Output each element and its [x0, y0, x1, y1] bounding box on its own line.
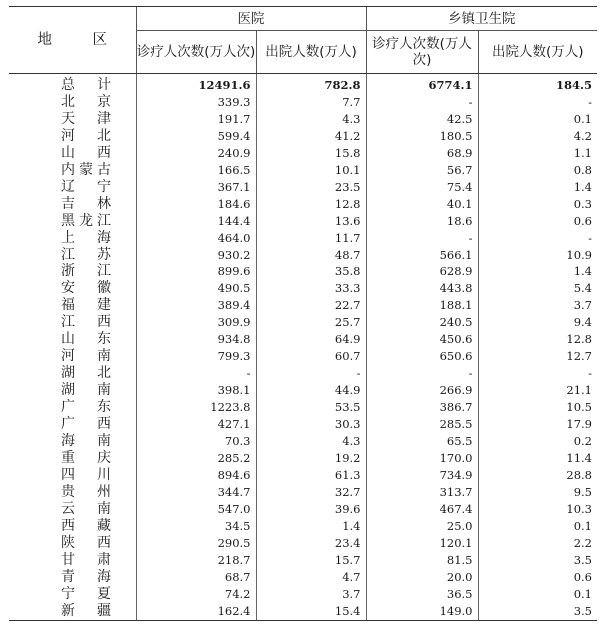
- region-name: 上海: [61, 229, 111, 246]
- township-visits-cell: 467.4: [366, 501, 478, 518]
- region-cell: [9, 145, 136, 162]
- township-visits-cell: 566.1: [366, 247, 478, 264]
- hospital-visits-cell: 218.7: [136, 552, 256, 569]
- table-body: [9, 74, 597, 621]
- hospital-discharged-cell: 4.3: [256, 111, 366, 128]
- table-row: [9, 433, 597, 450]
- hospital-discharged-cell: 61.3: [256, 467, 366, 484]
- township-visits-cell: 180.5: [366, 128, 478, 145]
- township-visits-cell: 386.7: [366, 399, 478, 416]
- hospital-visits-cell: 367.1: [136, 179, 256, 196]
- hospital-visits-cell: 344.7: [136, 484, 256, 501]
- hospital-discharged-cell: 4.7: [256, 569, 366, 586]
- township-visits-cell: 188.1: [366, 297, 478, 314]
- township-visits-cell: 42.5: [366, 111, 478, 128]
- township-discharged-cell: -: [478, 365, 597, 382]
- hospital-discharged-cell: 13.6: [256, 213, 366, 230]
- hospital-discharged-cell: 12.8: [256, 196, 366, 213]
- township-discharged-cell: 12.7: [478, 348, 597, 365]
- township-discharged-cell: 5.4: [478, 280, 597, 297]
- hospital-discharged-cell: 64.9: [256, 331, 366, 348]
- township-discharged-cell: 12.8: [478, 331, 597, 348]
- hospital-discharged-cell: -: [256, 365, 366, 382]
- township-discharged-cell: 184.5: [478, 74, 597, 94]
- hospital-visits-cell: 599.4: [136, 128, 256, 145]
- hospital-discharged-cell: 10.1: [256, 162, 366, 179]
- township-discharged-cell: 0.6: [478, 569, 597, 586]
- hospital-discharged-cell: 35.8: [256, 263, 366, 280]
- hospital-visits-cell: 184.6: [136, 196, 256, 213]
- stats-table: [9, 6, 597, 621]
- township-discharged-cell: 0.1: [478, 586, 597, 603]
- table-row: [9, 280, 597, 297]
- hospital-discharged-cell: 32.7: [256, 484, 366, 501]
- hospital-visits-cell: 899.6: [136, 263, 256, 280]
- hospital-discharged-cell: 60.7: [256, 348, 366, 365]
- region-name: 江苏: [61, 246, 111, 263]
- hospital-visits-cell: 70.3: [136, 433, 256, 450]
- township-visits-cell: 81.5: [366, 552, 478, 569]
- hospital-visits-cell: 339.3: [136, 94, 256, 111]
- region-name: 云南: [61, 500, 111, 517]
- township-visits-cell: 18.6: [366, 213, 478, 230]
- region-cell: [9, 569, 136, 586]
- region-name: 辽宁: [61, 178, 111, 195]
- region-name: 福建: [61, 297, 111, 314]
- township-discharged-cell: 1.4: [478, 263, 597, 280]
- region-name: 北京: [61, 93, 111, 110]
- region-name: 湖南: [61, 382, 111, 399]
- township-discharged-cell: 0.2: [478, 433, 597, 450]
- region-cell: [9, 484, 136, 501]
- hospital-discharged-cell: 25.7: [256, 314, 366, 331]
- region-name: 安徽: [61, 280, 111, 297]
- table-row: [9, 484, 597, 501]
- township-visits-cell: -: [366, 230, 478, 247]
- table-header: [9, 7, 597, 74]
- region-name: 河北: [61, 127, 111, 144]
- region-cell: [9, 399, 136, 416]
- region-cell: [9, 230, 136, 247]
- region-name: 西藏: [61, 517, 111, 534]
- table-row: [9, 348, 597, 365]
- hospital-visits-cell: 930.2: [136, 247, 256, 264]
- table-row: [9, 145, 597, 162]
- region-name: 总计: [61, 77, 111, 93]
- region-name: 广东: [61, 399, 111, 416]
- hospital-visits-cell: 427.1: [136, 416, 256, 433]
- region-name: 天津: [61, 110, 111, 127]
- township-visits-cell: -: [366, 365, 478, 382]
- table-row: [9, 331, 597, 348]
- table-row: [9, 111, 597, 128]
- region-name: 新疆: [61, 602, 111, 619]
- township-discharged-cell: 0.3: [478, 196, 597, 213]
- region-cell: [9, 603, 136, 620]
- hospital-discharged-cell: 33.3: [256, 280, 366, 297]
- region-cell: [9, 314, 136, 331]
- hospital-visits-cell: 547.0: [136, 501, 256, 518]
- region-cell: [9, 213, 136, 230]
- township-discharged-cell: 9.5: [478, 484, 597, 501]
- region-cell: [9, 162, 136, 179]
- hospital-discharged-cell: 39.6: [256, 501, 366, 518]
- township-discharged-cell: 10.3: [478, 501, 597, 518]
- township-visits-cell: 65.5: [366, 433, 478, 450]
- region-name: 青海: [61, 568, 111, 585]
- township-discharged-cell: 11.4: [478, 450, 597, 467]
- region-cell: [9, 433, 136, 450]
- total-row: [9, 74, 597, 94]
- region-header: 地 区: [9, 7, 136, 74]
- hospital-discharged-cell: 7.7: [256, 94, 366, 111]
- region-cell: [9, 348, 136, 365]
- region-cell: [9, 501, 136, 518]
- township-discharged-cell: 10.5: [478, 399, 597, 416]
- township-discharged-cell: 0.6: [478, 213, 597, 230]
- region-name: 广西: [61, 416, 111, 433]
- table-row: [9, 314, 597, 331]
- hospital-discharged-cell: 11.7: [256, 230, 366, 247]
- region-name: 重庆: [61, 449, 111, 466]
- hospital-visits-cell: 894.6: [136, 467, 256, 484]
- region-cell: [9, 263, 136, 280]
- township-visits-cell: 20.0: [366, 569, 478, 586]
- region-cell: [9, 247, 136, 264]
- table-row: [9, 603, 597, 620]
- township-visits-cell: 56.7: [366, 162, 478, 179]
- table-row: [9, 501, 597, 518]
- township-visits-cell: 650.6: [366, 348, 478, 365]
- table-row: [9, 179, 597, 196]
- hospital-visits-cell: 799.3: [136, 348, 256, 365]
- hospital-visits-cell: 1223.8: [136, 399, 256, 416]
- hospital-visits-cell: 191.7: [136, 111, 256, 128]
- hospital-discharged-cell: 1.4: [256, 518, 366, 535]
- table-row: [9, 297, 597, 314]
- hospital-visits-cell: 934.8: [136, 331, 256, 348]
- table-row: [9, 569, 597, 586]
- table-row: [9, 399, 597, 416]
- region-cell: [9, 94, 136, 111]
- hospital-discharged-cell: 23.5: [256, 179, 366, 196]
- region-name: 宁夏: [61, 585, 111, 602]
- region-name: 山东: [61, 331, 111, 348]
- region-name: 山西: [61, 144, 111, 161]
- hospital-discharged-cell: 30.3: [256, 416, 366, 433]
- hospital-discharged-cell: 3.7: [256, 586, 366, 603]
- township-visits-cell: 285.5: [366, 416, 478, 433]
- township-discharged-cell: 9.4: [478, 314, 597, 331]
- table-row: [9, 162, 597, 179]
- township-visits-cell: 443.8: [366, 280, 478, 297]
- table-row: [9, 213, 597, 230]
- township-discharged-cell: 1.1: [478, 145, 597, 162]
- township-visits-cell: 628.9: [366, 263, 478, 280]
- region-cell: [9, 586, 136, 603]
- table-row: [9, 247, 597, 264]
- hospital-discharged-cell: 23.4: [256, 535, 366, 552]
- region-cell: [9, 128, 136, 145]
- table-row: [9, 94, 597, 111]
- hospital-visits-header: 诊疗人次数(万人次): [136, 31, 256, 74]
- hospital-visits-cell: 309.9: [136, 314, 256, 331]
- hospital-visits-cell: 34.5: [136, 518, 256, 535]
- hospital-visits-cell: 166.5: [136, 162, 256, 179]
- township-visits-cell: 170.0: [366, 450, 478, 467]
- region-name: 湖北: [61, 365, 111, 382]
- hospital-discharged-cell: 15.8: [256, 145, 366, 162]
- region-cell: [9, 297, 136, 314]
- table-row: [9, 382, 597, 399]
- township-visits-cell: 68.9: [366, 145, 478, 162]
- township-visits-cell: 120.1: [366, 535, 478, 552]
- hospital-visits-cell: 285.2: [136, 450, 256, 467]
- table-row: [9, 128, 597, 145]
- township-discharged-cell: 3.7: [478, 297, 597, 314]
- hospital-discharged-cell: 782.8: [256, 74, 366, 94]
- table-row: [9, 230, 597, 247]
- region-name: 黑龙江: [61, 212, 111, 229]
- township-visits-cell: 450.6: [366, 331, 478, 348]
- hospital-discharged-cell: 53.5: [256, 399, 366, 416]
- hospital-visits-cell: 68.7: [136, 569, 256, 586]
- table-row: [9, 552, 597, 569]
- hospital-discharged-cell: 4.3: [256, 433, 366, 450]
- region-name: 甘肃: [61, 551, 111, 568]
- township-discharged-cell: 28.8: [478, 467, 597, 484]
- township-visits-cell: -: [366, 94, 478, 111]
- hospital-discharged-cell: 44.9: [256, 382, 366, 399]
- region-cell: [9, 111, 136, 128]
- table-row: [9, 586, 597, 603]
- table-row: [9, 467, 597, 484]
- hospital-visits-cell: 398.1: [136, 382, 256, 399]
- township-visits-cell: 36.5: [366, 586, 478, 603]
- region-cell: [9, 552, 136, 569]
- hospital-discharged-cell: 15.7: [256, 552, 366, 569]
- hospital-visits-cell: 12491.6: [136, 74, 256, 94]
- hospital-visits-cell: 162.4: [136, 603, 256, 620]
- table-row: [9, 263, 597, 280]
- township-visits-cell: 25.0: [366, 518, 478, 535]
- region-cell: [9, 179, 136, 196]
- hospital-visits-cell: 290.5: [136, 535, 256, 552]
- township-discharged-cell: 3.5: [478, 552, 597, 569]
- region-name: 四川: [61, 466, 111, 483]
- region-name: 江西: [61, 314, 111, 331]
- hospital-visits-cell: -: [136, 365, 256, 382]
- region-cell: [9, 535, 136, 552]
- region-cell: [9, 518, 136, 535]
- township-visits-cell: 6774.1: [366, 74, 478, 94]
- township-discharged-header: 出院人数(万人): [478, 31, 597, 74]
- township-visits-cell: 734.9: [366, 467, 478, 484]
- region-name: 内蒙古: [61, 161, 111, 178]
- hospital-visits-cell: 74.2: [136, 586, 256, 603]
- township-visits-cell: 240.5: [366, 314, 478, 331]
- table-row: [9, 416, 597, 433]
- hospital-visits-cell: 389.4: [136, 297, 256, 314]
- hospital-group-header: 医院: [136, 7, 366, 31]
- township-discharged-cell: 0.1: [478, 111, 597, 128]
- table-row: [9, 196, 597, 213]
- region-cell: [9, 467, 136, 484]
- hospital-discharged-cell: 22.7: [256, 297, 366, 314]
- township-visits-cell: 40.1: [366, 196, 478, 213]
- township-discharged-cell: 1.4: [478, 179, 597, 196]
- region-name: 吉林: [61, 195, 111, 212]
- table-row: [9, 450, 597, 467]
- region-cell: [9, 331, 136, 348]
- region-cell: [9, 416, 136, 433]
- region-cell: [9, 280, 136, 297]
- table-row: [9, 535, 597, 552]
- township-visits-cell: 266.9: [366, 382, 478, 399]
- township-discharged-cell: 4.2: [478, 128, 597, 145]
- township-visits-cell: 75.4: [366, 179, 478, 196]
- township-visits-cell: 149.0: [366, 603, 478, 620]
- hospital-discharged-cell: 15.4: [256, 603, 366, 620]
- township-discharged-cell: 0.1: [478, 518, 597, 535]
- township-discharged-cell: 2.2: [478, 535, 597, 552]
- region-name: 贵州: [61, 483, 111, 500]
- region-cell: [9, 382, 136, 399]
- township-visits-cell: 313.7: [366, 484, 478, 501]
- township-group-header: 乡镇卫生院: [366, 7, 597, 31]
- township-discharged-cell: 21.1: [478, 382, 597, 399]
- township-discharged-cell: -: [478, 230, 597, 247]
- region-cell: [9, 365, 136, 382]
- township-visits-header: 诊疗人次数(万人次): [366, 31, 478, 74]
- region-cell: [9, 196, 136, 213]
- hospital-visits-cell: 490.5: [136, 280, 256, 297]
- hospital-discharged-cell: 48.7: [256, 247, 366, 264]
- region-cell: [9, 450, 136, 467]
- region-cell: [9, 74, 136, 94]
- table-row: [9, 518, 597, 535]
- hospital-visits-cell: 144.4: [136, 213, 256, 230]
- hospital-discharged-cell: 19.2: [256, 450, 366, 467]
- township-discharged-cell: 3.5: [478, 603, 597, 620]
- region-name: 陕西: [61, 534, 111, 551]
- township-discharged-cell: 17.9: [478, 416, 597, 433]
- region-name: 河南: [61, 348, 111, 365]
- hospital-discharged-header: 出院人数(万人): [256, 31, 366, 74]
- hospital-visits-cell: 240.9: [136, 145, 256, 162]
- region-name: 海南: [61, 433, 111, 450]
- township-discharged-cell: 10.9: [478, 247, 597, 264]
- table-row: [9, 365, 597, 382]
- hospital-visits-cell: 464.0: [136, 230, 256, 247]
- region-name: 浙江: [61, 263, 111, 280]
- hospital-discharged-cell: 41.2: [256, 128, 366, 145]
- township-discharged-cell: -: [478, 94, 597, 111]
- township-discharged-cell: 0.8: [478, 162, 597, 179]
